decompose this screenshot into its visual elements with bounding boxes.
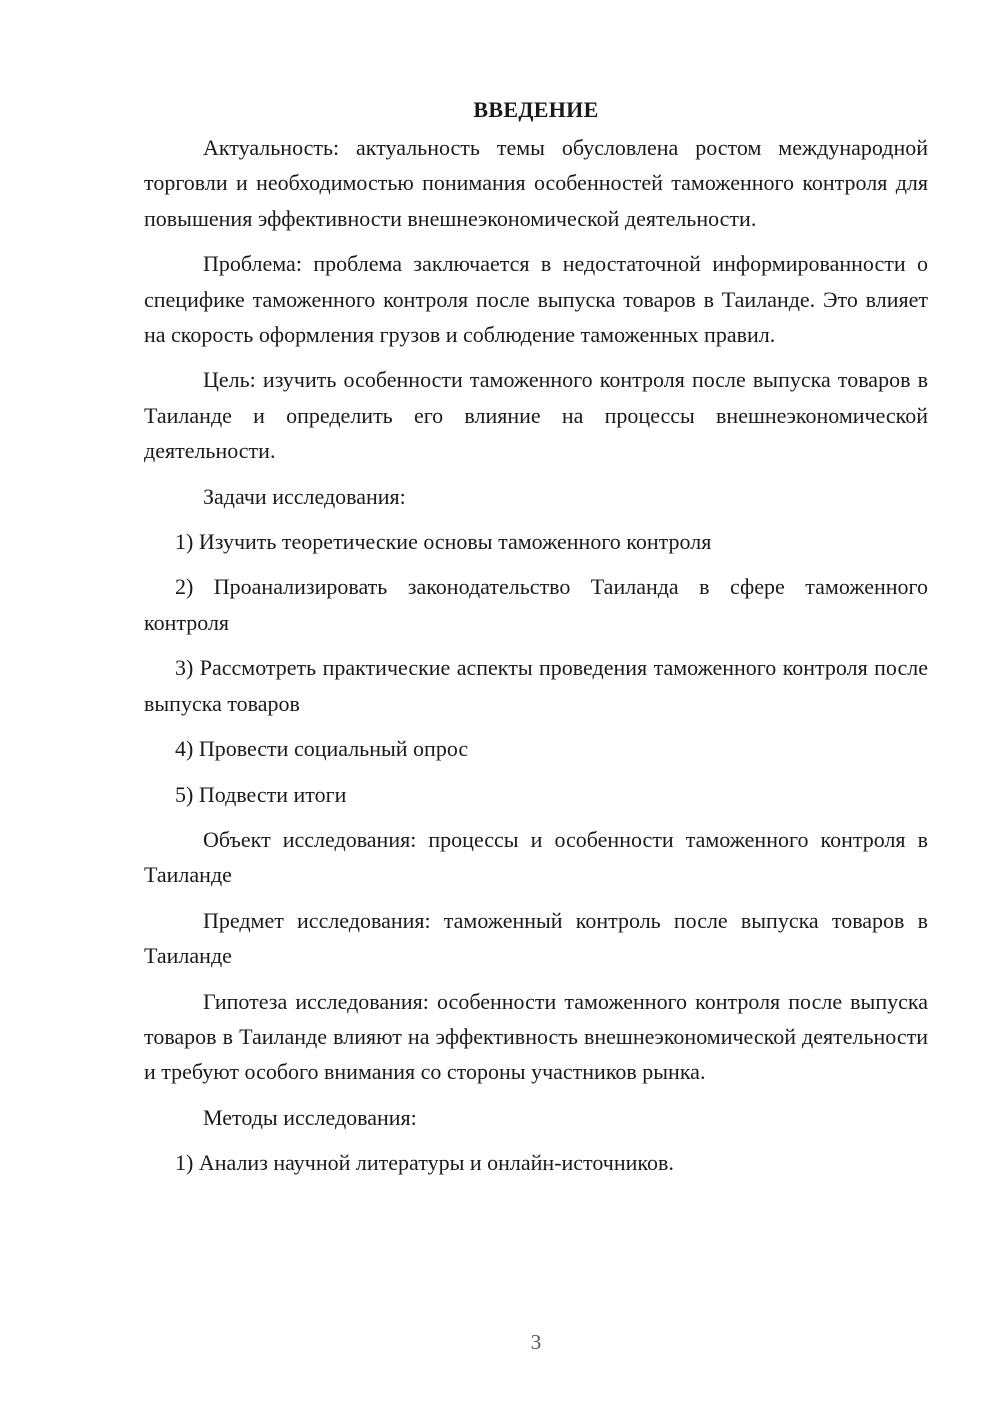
paragraph-problem: Проблема: проблема заключается в недостаточной информированности о специфике таможенного контроля после выпуска товаров в Таиланде. Это влияет на скорость оформления грузов и соблюдение таможенных правил. bbox=[144, 251, 928, 348]
list-item-method-1: 1) Анализ научной литературы и онлайн-источников. bbox=[175, 1150, 674, 1176]
document-page bbox=[144, 92, 928, 1191]
paragraph-goal: Цель: изучить особенности таможенного контроля после выпуска товаров в Таиланде и определить его влияние на процессы внешнеэкономической деятельности. bbox=[144, 367, 928, 464]
paragraph-relevance: Актуальность: актуальность темы обусловлена ростом международной торговли и необходимостью понимания особенностей таможенного контроля для повышения эффективности внешнеэкономической деятельности. bbox=[144, 135, 928, 231]
list-item-task-3: 3) Рассмотреть практические аспекты проведения таможенного контроля после выпуска товаров bbox=[144, 655, 928, 716]
list-item-task-1: 1) Изучить теоретические основы таможенного контроля bbox=[175, 529, 712, 555]
paragraph-subject: Предмет исследования: таможенный контроль после выпуска товаров в Таиланде bbox=[144, 907, 928, 969]
paragraph-hypothesis: Гипотеза исследования: особенности таможенного контроля после выпуска товаров в Таиланде влияют на эффективность внешнеэкономической деятельности и требуют особого внимания со стороны участников рынка. bbox=[144, 988, 928, 1085]
list-item-task-4: 4) Провести социальный опрос bbox=[175, 736, 469, 762]
paragraph-tasks-heading: Задачи исследования: bbox=[203, 483, 406, 509]
document-title: ВВЕДЕНИЕ bbox=[473, 97, 599, 122]
list-item-task-5: 5) Подвести итоги bbox=[175, 781, 347, 807]
list-item-task-2: 2) Проанализировать законодательство Таиланда в сфере таможенного контроля bbox=[144, 574, 928, 635]
page-number: 3 bbox=[530, 1330, 542, 1354]
paragraph-methods-heading: Методы исследования: bbox=[203, 1104, 417, 1130]
paragraph-object: Объект исследования: процессы и особенности таможенного контроля в Таиланде bbox=[144, 826, 928, 888]
